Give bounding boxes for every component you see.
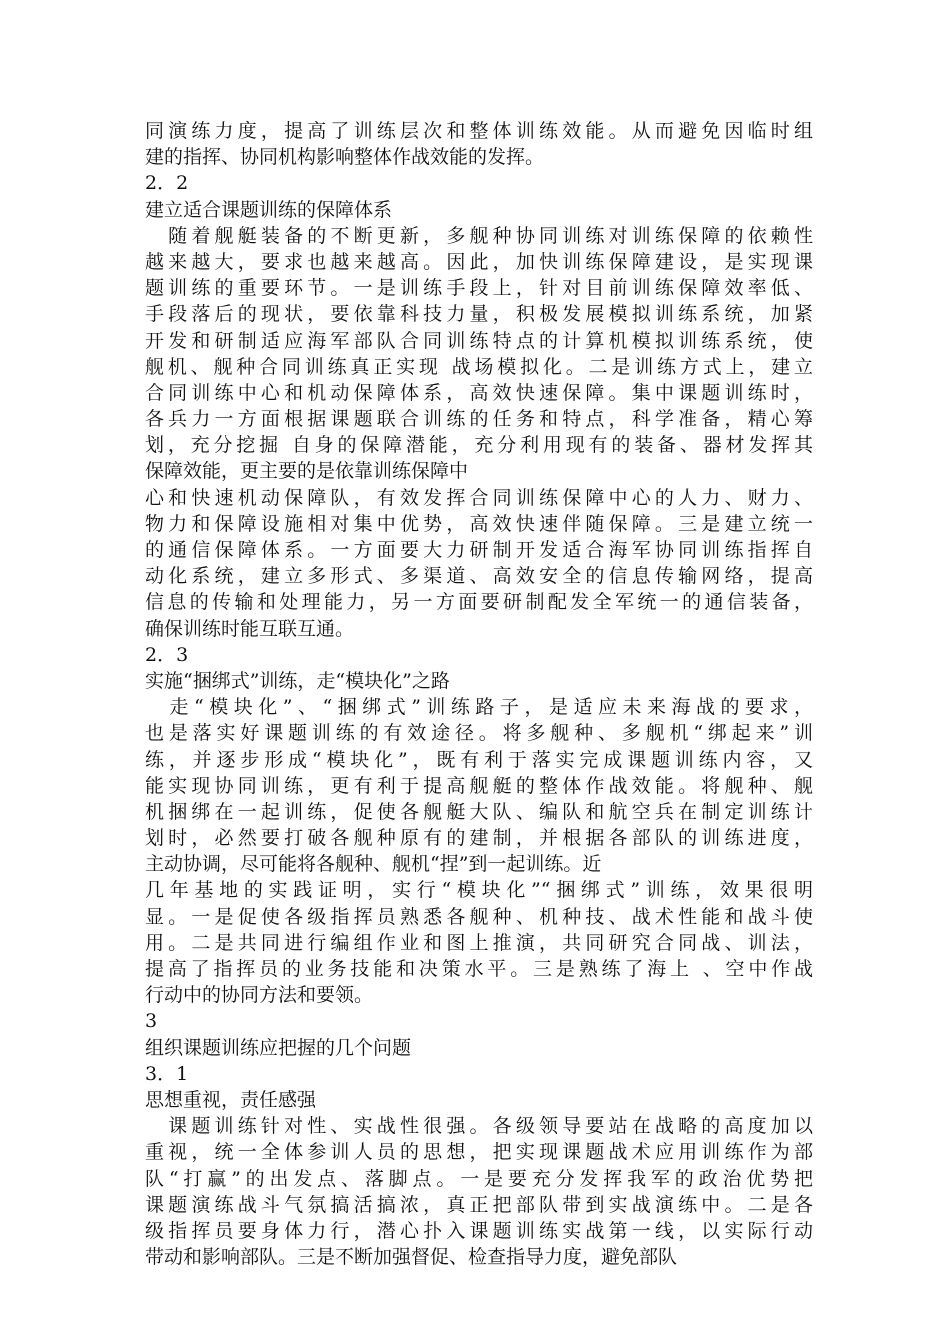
text-line: 提高了指挥员的业务技能和决策水平。三是熟练了海上 、空中作战 — [145, 958, 813, 980]
section-heading: 2．3 — [145, 643, 189, 666]
text-line: 各兵力一方面根据课题联合训练的任务和特点，科学准备，精心筹 — [145, 408, 813, 431]
text-line: 重视，统一全体参训人员的思想，把实现课题战术应用训练作为部 — [145, 1141, 813, 1164]
text-line: 题训练的重要环节。一是训练手段上，针对目前训练保障效率低、 — [145, 277, 813, 300]
text-line: 的通信保障体系。一方面要大力研制开发适合海军协同训练指挥自 — [145, 539, 813, 561]
paragraph — [145, 694, 813, 877]
text-line: 同演练力度，提高了训练层次和整体训练效能。从而避免因临时组 — [145, 120, 813, 142]
paragraph — [145, 1113, 813, 1270]
section-heading: 3 — [145, 1010, 158, 1033]
text-line: 队“打赢”的出发点、落脚点。一是要充分发挥我军的政治优势把 — [145, 1167, 813, 1190]
text-line: 随着舰艇装备的不断更新，多舰种协同训练对训练保障的依赖性 — [145, 224, 813, 247]
text-line: 显。一是促使各级指挥员熟悉各舰种、机种技、战术性能和战斗使 — [145, 905, 813, 928]
text-line: 心和快速机动保障队，有效发挥合同训练保障中心的人力、财力、 — [145, 486, 813, 509]
section-heading: 实施“捆绑式”训练，走“模块化”之路 — [145, 669, 450, 692]
section-heading: 组织课题训练应把握的几个问题 — [145, 1036, 412, 1059]
text-line: 课题演练战斗气氛搞活搞浓，真正把部队带到实战演练中。二是各 — [145, 1193, 813, 1216]
text-line: 能实现协同训练，更有利于提高舰艇的整体作战效能。将舰种、舰 — [145, 774, 813, 797]
text-line: 手段落后的现状，要依靠科技力量，积极发展模拟训练系统，加紧 — [145, 303, 813, 326]
text-line: 划时，必然要打破各舰种原有的建制，并根据各部队的训练进度， — [145, 827, 813, 850]
text-line: 舰机、舰种合同训练真正实现 战场模拟化。二是训练方式上，建立 — [145, 355, 813, 378]
text-line: 用。二是共同进行编组作业和图上推演，共同研究合同战、训法， — [145, 931, 813, 954]
paragraph — [145, 877, 813, 1008]
text-line: 也是落实好课题训练的有效途径。将多舰种、多舰机“绑起来”训 — [145, 722, 813, 745]
paragraph — [145, 485, 813, 642]
text-line: 机捆绑在一起训练，促使各舰艇大队、编队和航空兵在制定训练计 — [145, 800, 813, 823]
section-heading: 思想重视，责任感强 — [145, 1088, 317, 1111]
text-line: 级指挥员要身体力行，潜心扑入课题训练实战第一线，以实际行动 — [145, 1219, 813, 1242]
text-line: 练，并逐步形成“模块化”，既有利于落实完成课题训练内容，又 — [145, 748, 813, 771]
text-line: 主动协调，尽可能将各舰种、舰机“捏”到一起训练。近 — [145, 853, 602, 876]
section-heading: 建立适合课题训练的保障体系 — [145, 198, 393, 221]
text-line: 信息的传输和处理能力，另一方面要研制配发全军统一的通信装备， — [145, 591, 813, 614]
section-heading: 3．1 — [145, 1062, 189, 1085]
text-line: 动化系统，建立多形式、多渠道、高效安全的信息传输网络，提高 — [145, 565, 813, 588]
paragraph — [145, 118, 813, 170]
text-line: 确保训练时能互联互通。 — [145, 617, 355, 640]
text-line: 开发和研制适应海军部队合同训练特点的计算机模拟训练系统，使 — [145, 329, 813, 352]
document-body — [145, 118, 813, 1270]
text-line: 建的指挥、协同机构影响整体作战效能的发挥。 — [145, 146, 545, 169]
text-line: 走“模块化”、“捆绑式”训练路子，是适应未来海战的要求， — [145, 696, 813, 719]
text-line: 带动和影响部队。三是不断加强督促、检查指导力度，避免部队 — [145, 1246, 678, 1269]
text-line: 保障效能，更主要的是依靠训练保障中 — [145, 460, 469, 483]
text-line: 几年基地的实践证明，实行“模块化”“捆绑式”训练，效果很明 — [145, 879, 813, 902]
paragraph — [145, 223, 813, 485]
section-heading: 2．2 — [145, 172, 189, 195]
text-line: 越来越大，要求也越来越高。因此，加快训练保障建设，是实现课 — [145, 250, 813, 273]
text-line: 课题训练针对性、实战性很强。各级领导要站在战略的高度加以 — [145, 1115, 813, 1138]
text-line: 划，充分挖掘 自身的保障潜能，充分利用现有的装备、器材发挥其 — [145, 434, 813, 457]
text-line: 物力和保障设施相对集中优势，高效快速伴随保障。三是建立统一 — [145, 512, 813, 535]
text-line: 行动中的协同方法和要领。 — [145, 984, 374, 1007]
text-line: 合同训练中心和机动保障体系，高效快速保障。集中课题训练时， — [145, 381, 813, 404]
